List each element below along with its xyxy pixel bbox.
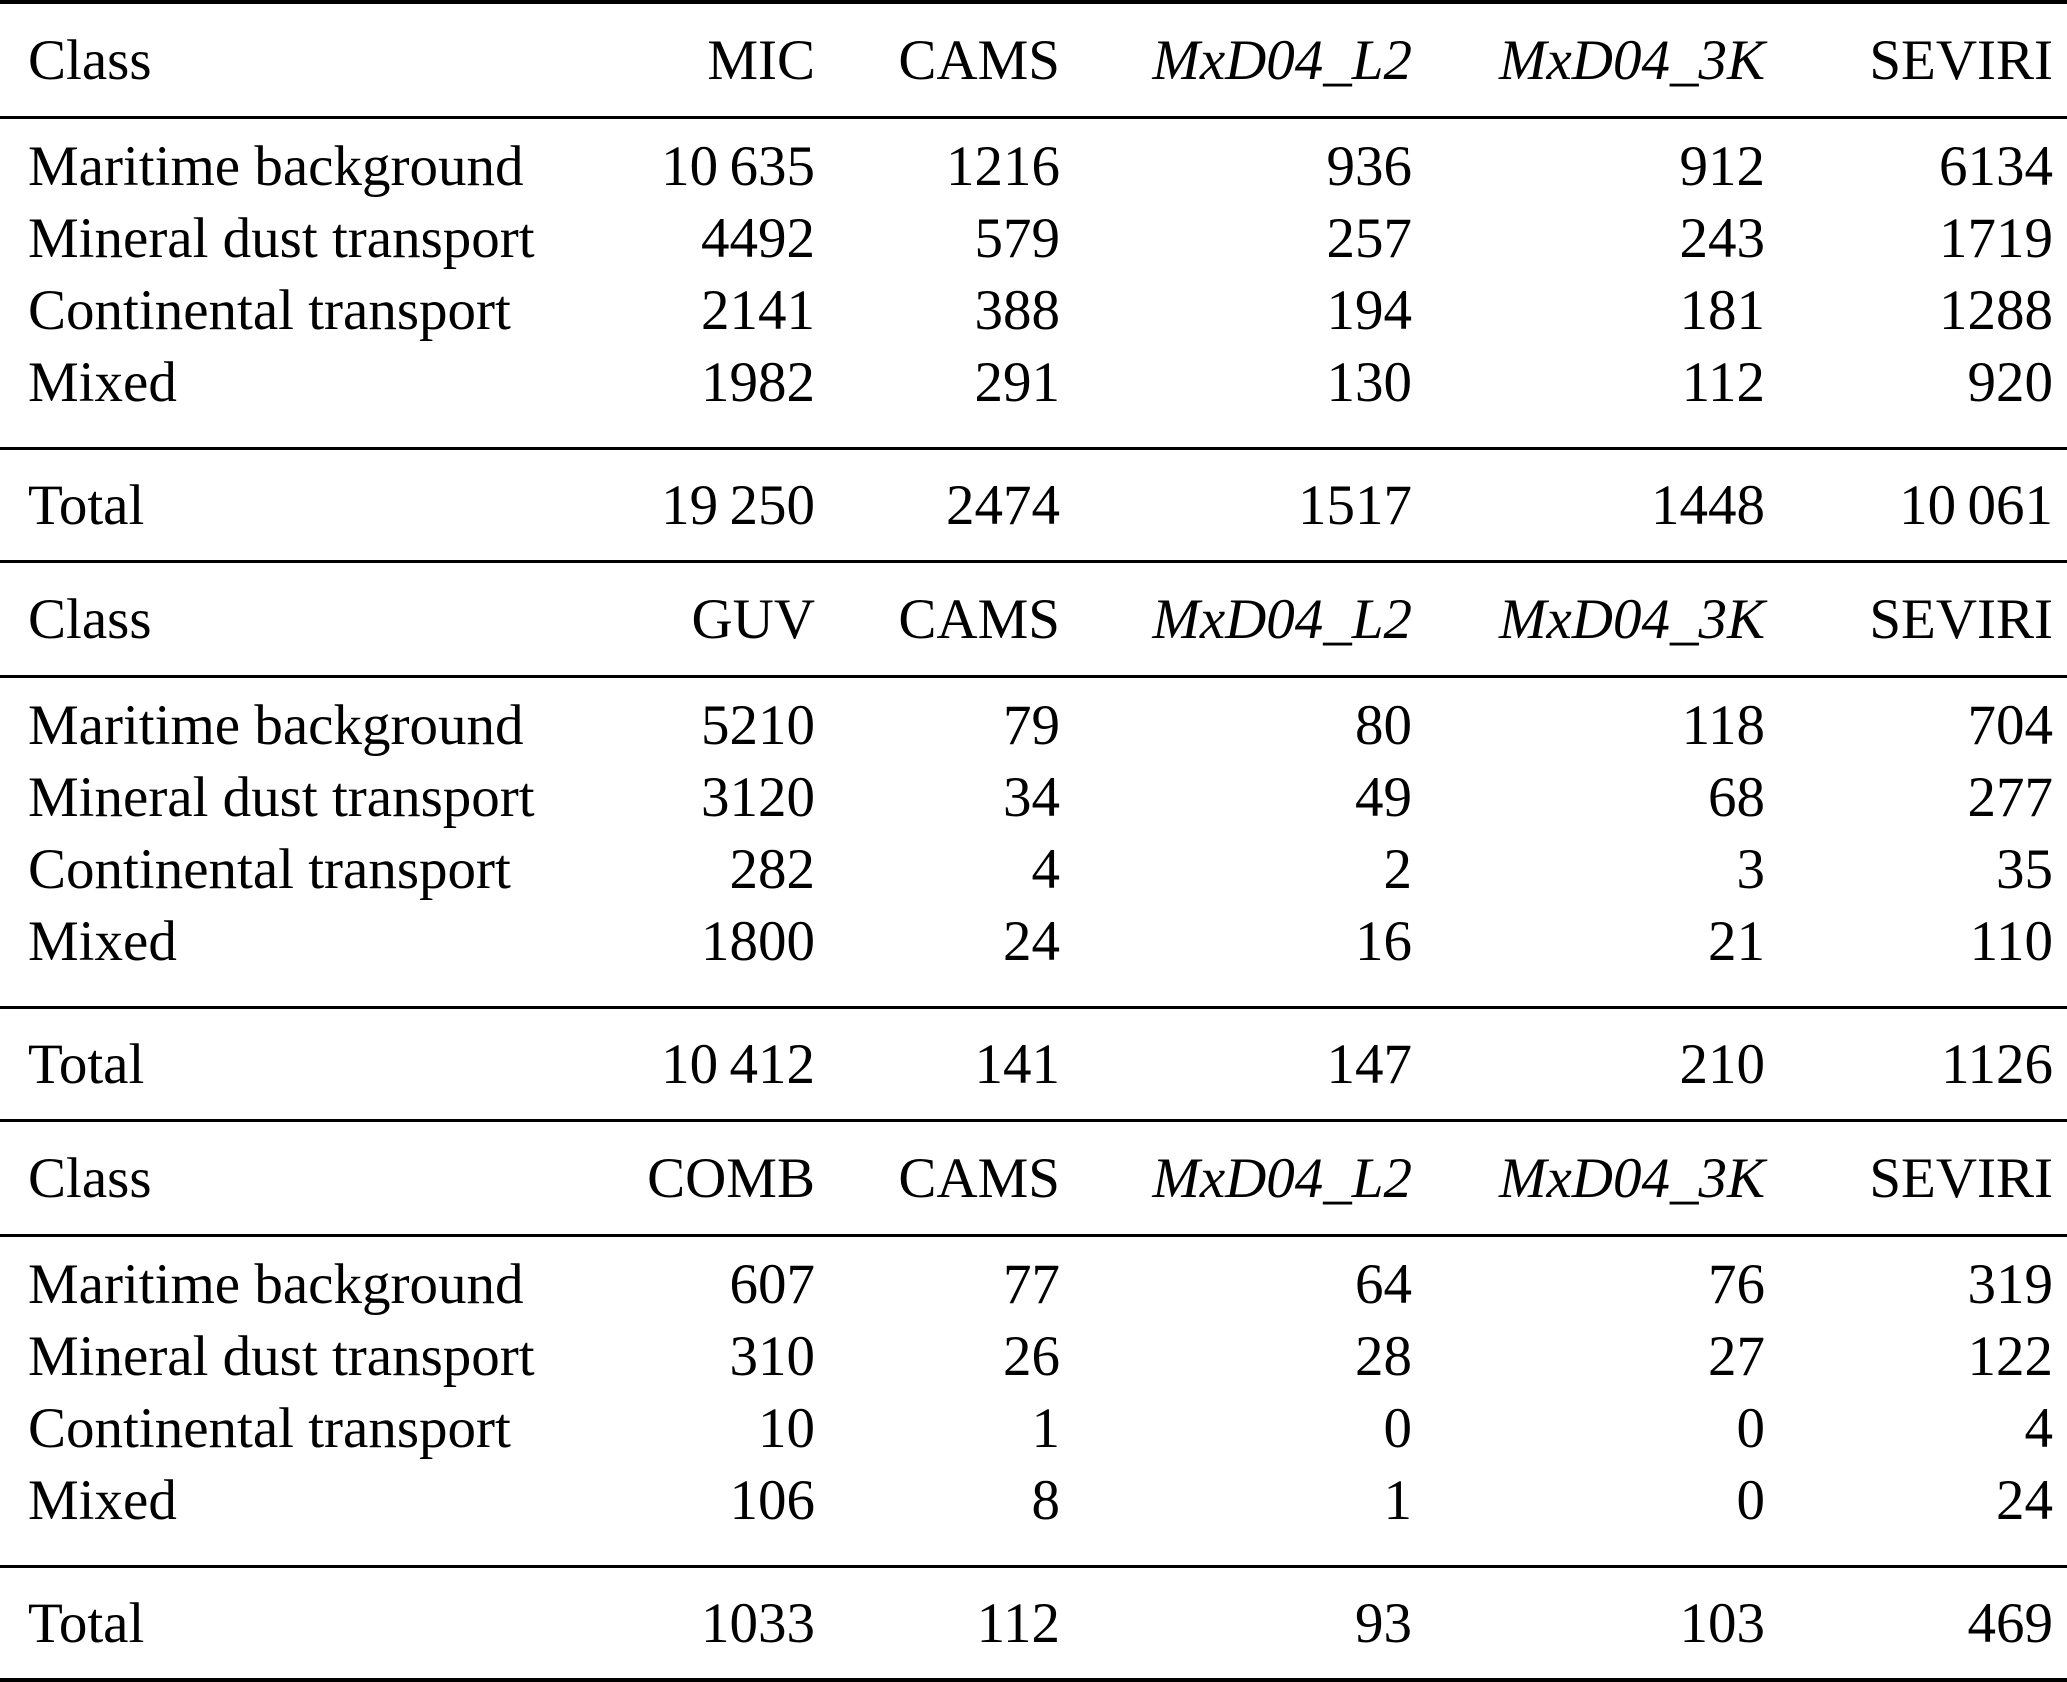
cell-value: 704 <box>1967 693 2053 757</box>
cell-value: 1982 <box>701 350 815 414</box>
cell-value: 27 <box>1708 1324 1765 1388</box>
cell-value: 4 <box>2024 1396 2053 1460</box>
table-row <box>0 118 2067 203</box>
total-row <box>0 1567 2067 1679</box>
cell-value: 5210 <box>701 693 815 757</box>
cell-value: 1 <box>1383 1468 1412 1532</box>
total-value: 1126 <box>1941 1032 2053 1096</box>
row-label: Maritime background <box>28 1252 524 1316</box>
table-row <box>0 677 2067 762</box>
row-label: Continental transport <box>28 837 511 901</box>
total-label: Total <box>28 1591 145 1655</box>
table-row <box>0 346 2067 449</box>
cell-value: 49 <box>1355 765 1412 829</box>
row-label: Mineral dust transport <box>28 1324 535 1388</box>
cell-value: 243 <box>1679 206 1765 270</box>
cell-value: 2141 <box>701 278 815 342</box>
total-value: 112 <box>976 1591 1060 1655</box>
cell-value: 1 <box>1031 1396 1060 1460</box>
total-row <box>0 1008 2067 1121</box>
col-header-mxd04-l2: MxD04_L2 <box>1152 1146 1412 1210</box>
total-value: 10 412 <box>661 1032 815 1096</box>
cell-value: 3 <box>1736 837 1765 901</box>
total-value: 103 <box>1679 1591 1765 1655</box>
total-label: Total <box>28 1032 145 1096</box>
cell-value: 1288 <box>1939 278 2053 342</box>
total-value: 1033 <box>701 1591 815 1655</box>
header-row <box>0 1122 2067 1236</box>
cell-value: 607 <box>729 1252 815 1316</box>
col-header-mxd04-3k: MxD04_3K <box>1499 587 1765 651</box>
row-label: Continental transport <box>28 1396 511 1460</box>
cell-value: 257 <box>1326 206 1412 270</box>
table-row <box>0 1236 2067 1321</box>
table-row <box>0 833 2067 905</box>
table-row <box>0 761 2067 833</box>
cell-value: 1800 <box>701 909 815 973</box>
table-row <box>0 274 2067 346</box>
cell-value: 0 <box>1383 1396 1412 1460</box>
cell-value: 310 <box>729 1324 815 1388</box>
total-value: 1448 <box>1651 473 1765 537</box>
header-row <box>0 4 2067 118</box>
row-label: Mixed <box>28 1468 177 1532</box>
row-label: Continental transport <box>28 278 511 342</box>
table-section-mic <box>0 4 2067 563</box>
cell-value: 68 <box>1708 765 1765 829</box>
cell-value: 282 <box>729 837 815 901</box>
cell-value: 106 <box>729 1468 815 1532</box>
cell-value: 112 <box>1681 350 1765 414</box>
col-header-class: Class <box>28 587 152 651</box>
cell-value: 76 <box>1708 1252 1765 1316</box>
total-value: 210 <box>1679 1032 1765 1096</box>
row-label: Maritime background <box>28 134 524 198</box>
cell-value: 920 <box>1967 350 2053 414</box>
total-value: 469 <box>1967 1591 2053 1655</box>
header-row <box>0 563 2067 677</box>
total-value: 1517 <box>1298 473 1412 537</box>
cell-value: 8 <box>1031 1468 1060 1532</box>
cell-value: 118 <box>1681 693 1765 757</box>
col-header-cams: CAMS <box>898 28 1060 92</box>
cell-value: 110 <box>1969 909 2053 973</box>
cell-value: 77 <box>1003 1252 1060 1316</box>
col-header-seviri: SEVIRI <box>1869 587 2053 651</box>
total-value: 147 <box>1326 1032 1412 1096</box>
cell-value: 21 <box>1708 909 1765 973</box>
total-value: 19 250 <box>661 473 815 537</box>
total-row <box>0 449 2067 562</box>
cell-value: 3120 <box>701 765 815 829</box>
cell-value: 24 <box>1996 1468 2053 1532</box>
cell-value: 64 <box>1355 1252 1412 1316</box>
cell-value: 79 <box>1003 693 1060 757</box>
cell-value: 34 <box>1003 765 1060 829</box>
cell-value: 0 <box>1736 1468 1765 1532</box>
cell-value: 319 <box>1967 1252 2053 1316</box>
cell-value: 80 <box>1355 693 1412 757</box>
table-row <box>0 1464 2067 1567</box>
row-label: Maritime background <box>28 693 524 757</box>
cell-value: 28 <box>1355 1324 1412 1388</box>
row-label: Mixed <box>28 350 177 414</box>
cell-value: 16 <box>1355 909 1412 973</box>
cell-value: 912 <box>1679 134 1765 198</box>
cell-value: 936 <box>1326 134 1412 198</box>
total-value: 93 <box>1355 1591 1412 1655</box>
col-header-mxd04-3k: MxD04_3K <box>1499 28 1765 92</box>
cell-value: 35 <box>1996 837 2053 901</box>
total-value: 10 061 <box>1899 473 2053 537</box>
cell-value: 26 <box>1003 1324 1060 1388</box>
cell-value: 277 <box>1967 765 2053 829</box>
table-row <box>0 905 2067 1008</box>
row-label: Mixed <box>28 909 177 973</box>
cell-value: 10 <box>758 1396 815 1460</box>
cell-value: 130 <box>1326 350 1412 414</box>
cell-value: 6134 <box>1939 134 2053 198</box>
col-header-comb: COMB <box>647 1146 815 1210</box>
col-header-class: Class <box>28 28 152 92</box>
col-header-guv: GUV <box>691 587 815 651</box>
table-row <box>0 1320 2067 1392</box>
col-header-mxd04-3k: MxD04_3K <box>1499 1146 1765 1210</box>
row-label: Mineral dust transport <box>28 206 535 270</box>
cell-value: 10 635 <box>661 134 815 198</box>
col-header-cams: CAMS <box>898 587 1060 651</box>
total-value: 141 <box>974 1032 1060 1096</box>
col-header-mic: MIC <box>707 28 815 92</box>
total-label: Total <box>28 473 145 537</box>
col-header-cams: CAMS <box>898 1146 1060 1210</box>
table-section-guv <box>0 563 2067 1122</box>
cell-value: 122 <box>1967 1324 2053 1388</box>
col-header-class: Class <box>28 1146 152 1210</box>
col-header-seviri: SEVIRI <box>1869 1146 2053 1210</box>
cell-value: 579 <box>974 206 1060 270</box>
col-header-mxd04-l2: MxD04_L2 <box>1152 587 1412 651</box>
row-label: Mineral dust transport <box>28 765 535 829</box>
cell-value: 194 <box>1326 278 1412 342</box>
cell-value: 4492 <box>701 206 815 270</box>
col-header-seviri: SEVIRI <box>1869 28 2053 92</box>
cell-value: 291 <box>974 350 1060 414</box>
total-value: 2474 <box>946 473 1060 537</box>
cell-value: 1719 <box>1939 206 2053 270</box>
cell-value: 24 <box>1003 909 1060 973</box>
cell-value: 0 <box>1736 1396 1765 1460</box>
cell-value: 4 <box>1031 837 1060 901</box>
table-row <box>0 1392 2067 1464</box>
cell-value: 388 <box>974 278 1060 342</box>
cell-value: 181 <box>1679 278 1765 342</box>
table-section-comb <box>0 1122 2067 1678</box>
cell-value: 1216 <box>946 134 1060 198</box>
cell-value: 2 <box>1383 837 1412 901</box>
table-row <box>0 202 2067 274</box>
col-header-mxd04-l2: MxD04_L2 <box>1152 28 1412 92</box>
